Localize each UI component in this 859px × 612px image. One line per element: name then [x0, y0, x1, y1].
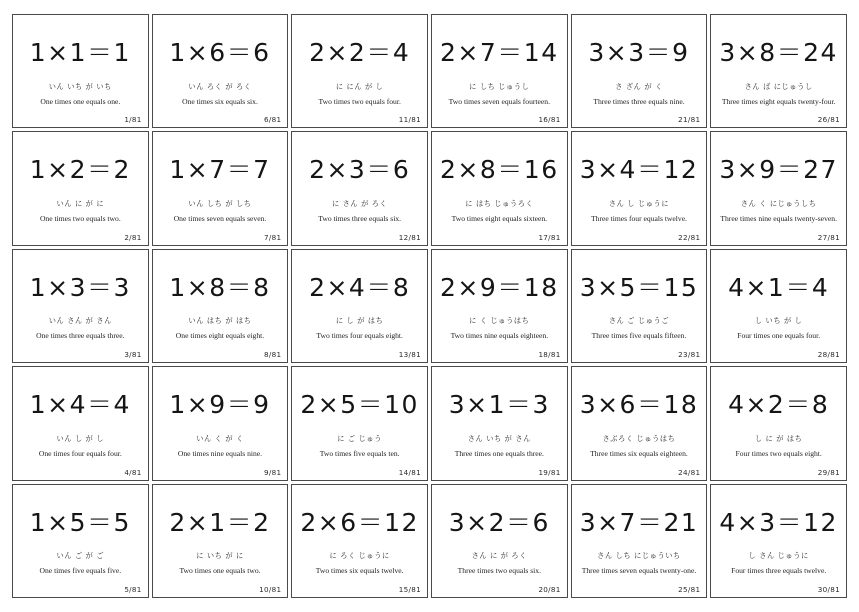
- flashcard-english: One times five equals five.: [39, 566, 122, 576]
- flashcard-reading-kana: さん に が ろく: [471, 551, 528, 561]
- flashcard-index: 5/81: [124, 585, 142, 594]
- flashcard-grid: [12, 14, 847, 598]
- flashcard-reading-kana: に しち じゅうし: [469, 81, 530, 91]
- flashcard-reading-kana: に し が はち: [335, 316, 384, 326]
- flashcard-equation: 2×3＝6: [309, 155, 411, 185]
- flashcard-english: Three times nine equals twenty-seven.: [720, 213, 837, 223]
- flashcard-reading-kana: いん さん が さん: [48, 316, 112, 326]
- flashcard-index: 4/81: [124, 467, 142, 477]
- flashcard-english: One times eight equals eight.: [175, 331, 265, 341]
- flashcard-index: 7/81: [263, 232, 282, 242]
- flashcard-equation: 1×4＝4: [29, 390, 131, 420]
- flashcard[interactable]: [12, 14, 149, 128]
- flashcard-reading-kana: に く じゅうはち: [469, 316, 530, 326]
- flashcard[interactable]: [291, 131, 428, 245]
- flashcard-reading-kana: いん しち が しち: [188, 198, 252, 208]
- flashcard-english: Two times five equals ten.: [319, 448, 400, 458]
- flashcard-reading-kana: さん しち にじゅういち: [597, 551, 681, 561]
- flashcard[interactable]: [571, 484, 708, 598]
- flashcard-english: Two times seven equals fourteen.: [448, 96, 550, 106]
- flashcard-english: Four times one equals four.: [737, 331, 821, 341]
- flashcard[interactable]: [12, 131, 149, 245]
- flashcard-reading-kana: に いち が に: [196, 551, 244, 561]
- flashcard[interactable]: [431, 249, 568, 363]
- flashcard[interactable]: [710, 131, 847, 245]
- flashcard[interactable]: [431, 14, 568, 128]
- flashcard-reading-kana: さ ざん が く: [615, 81, 663, 91]
- flashcard-reading-kana: いん ご が ご: [56, 551, 105, 561]
- flashcard-index: 27/81: [817, 232, 840, 242]
- flashcard-equation: 2×1＝2: [169, 507, 271, 537]
- flashcard-equation: 1×8＝8: [169, 272, 271, 302]
- flashcard-equation: 3×8＝24: [719, 38, 838, 67]
- flashcard-equation: 1×1＝1: [29, 38, 131, 67]
- flashcard-equation: 1×2＝2: [29, 155, 131, 185]
- flashcard-index: 12/81: [398, 232, 421, 242]
- flashcard-index: 20/81: [538, 585, 561, 594]
- flashcard-index: 3/81: [124, 350, 142, 360]
- flashcard-english: Three times three equals nine.: [593, 96, 685, 106]
- flashcard[interactable]: [12, 249, 149, 363]
- flashcard-reading-kana: さん ご じゅうご: [608, 316, 670, 326]
- flashcard-equation: 1×9＝9: [169, 390, 271, 420]
- flashcard-index: 2/81: [124, 232, 142, 242]
- flashcard-equation: 4×2＝8: [728, 390, 830, 420]
- flashcard-english: One times four equals four.: [38, 448, 122, 458]
- flashcard-reading-kana: いん し が し: [56, 433, 105, 443]
- flashcard[interactable]: [291, 14, 428, 128]
- flashcard-equation: 1×3＝3: [29, 272, 131, 302]
- flashcard-english: Three times six equals eighteen.: [590, 448, 688, 458]
- flashcard[interactable]: [710, 14, 847, 128]
- flashcard-index: 14/81: [398, 467, 421, 477]
- flashcard-english: One times six equals six.: [182, 96, 258, 106]
- flashcard[interactable]: [12, 366, 149, 480]
- flashcard[interactable]: [152, 131, 289, 245]
- flashcard-equation: 3×3＝9: [588, 38, 690, 67]
- flashcard-english: One times one equals one.: [40, 96, 121, 106]
- flashcard[interactable]: [710, 366, 847, 480]
- flashcard[interactable]: [12, 484, 149, 598]
- flashcard-index: 30/81: [817, 585, 840, 594]
- flashcard-reading-kana: に はち じゅうろく: [465, 198, 534, 208]
- flashcard-equation: 2×4＝8: [309, 272, 411, 302]
- flashcard[interactable]: [571, 366, 708, 480]
- flashcard-english: Three times one equals three.: [454, 448, 544, 458]
- flashcard-equation: 1×6＝6: [169, 38, 271, 67]
- flashcard-english: One times two equals two.: [39, 213, 121, 223]
- flashcard-index: 8/81: [263, 350, 282, 360]
- flashcard-index: 1/81: [124, 115, 142, 125]
- flashcard-english: Three times eight equals twenty-four.: [721, 96, 836, 106]
- flashcard-reading-kana: さん く にじゅうしち: [740, 198, 817, 208]
- flashcard-index: 15/81: [398, 585, 421, 594]
- flashcard-index: 21/81: [678, 115, 701, 125]
- flashcard-index: 22/81: [678, 232, 701, 242]
- flashcard[interactable]: [152, 366, 289, 480]
- flashcard-equation: 3×5＝15: [579, 272, 699, 302]
- flashcard-index: 28/81: [817, 350, 840, 360]
- flashcard-english: Two times six equals twelve.: [315, 566, 404, 576]
- flashcard-index: 23/81: [678, 350, 701, 360]
- flashcard-reading-kana: いん はち が はち: [188, 316, 252, 326]
- flashcard-reading-kana: いん ろく が ろく: [188, 81, 252, 91]
- flashcard[interactable]: [710, 249, 847, 363]
- flashcard-index: 6/81: [263, 115, 282, 125]
- flashcard-english: Two times three equals six.: [318, 213, 402, 223]
- flashcard-english: Two times nine equals eighteen.: [450, 331, 549, 341]
- flashcard[interactable]: [571, 249, 708, 363]
- flashcard-index: 17/81: [538, 232, 561, 242]
- flashcard[interactable]: [431, 131, 568, 245]
- flashcard-index: 29/81: [817, 467, 840, 477]
- flashcard-english: One times nine equals nine.: [177, 448, 263, 458]
- flashcard-equation: 1×7＝7: [169, 155, 271, 185]
- flashcard-reading-kana: し さん じゅうに: [748, 551, 809, 561]
- flashcard-english: One times seven equals seven.: [173, 213, 267, 223]
- flashcard-index: 16/81: [538, 115, 561, 125]
- flashcard-equation: 2×9＝18: [440, 272, 559, 302]
- flashcard-english: Four times two equals eight.: [735, 448, 822, 458]
- flashcard-equation: 3×1＝3: [448, 390, 550, 420]
- flashcard-index: 10/81: [259, 585, 282, 594]
- flashcard-english: Two times four equals eight.: [316, 331, 403, 341]
- flashcard-english: Three times four equals twelve.: [591, 213, 687, 223]
- flashcard[interactable]: [710, 484, 847, 598]
- flashcard-index: 11/81: [398, 115, 421, 125]
- flashcard-reading-kana: いん に が に: [56, 198, 105, 208]
- flashcard-reading-kana: いん いち が いち: [48, 81, 112, 91]
- flashcard-equation: 2×2＝4: [309, 38, 411, 67]
- flashcard[interactable]: [152, 484, 289, 598]
- flashcard[interactable]: [291, 249, 428, 363]
- flashcard-english: Three times two equals six.: [457, 566, 541, 576]
- flashcard-equation: 4×3＝12: [719, 507, 838, 537]
- flashcard[interactable]: [571, 131, 708, 245]
- flashcard[interactable]: [152, 249, 289, 363]
- flashcard-index: 26/81: [817, 115, 840, 125]
- flashcard-reading-kana: し いち が し: [754, 316, 803, 326]
- flashcard-reading-kana: さん いち が さん: [467, 433, 531, 443]
- flashcard-reading-kana: さぶろく じゅうはち: [602, 433, 676, 443]
- flashcard-equation: 3×6＝18: [579, 390, 699, 420]
- flashcard-reading-kana: さん ば にじゅうし: [744, 81, 813, 91]
- flashcard-index: 24/81: [678, 467, 701, 477]
- flashcard-english: Two times one equals two.: [179, 566, 261, 576]
- flashcard[interactable]: [291, 366, 428, 480]
- flashcard-equation: 4×1＝4: [728, 272, 830, 302]
- flashcard-english: Four times three equals twelve.: [731, 566, 827, 576]
- flashcard-reading-kana: に にん が し: [335, 81, 384, 91]
- flashcard-reading-kana: に ご じゅう: [337, 433, 383, 443]
- flashcard[interactable]: [571, 14, 708, 128]
- flashcard-english: Three times seven equals twenty-one.: [581, 566, 697, 576]
- flashcard-reading-kana: に さん が ろく: [331, 198, 388, 208]
- flashcard[interactable]: [291, 484, 428, 598]
- flashcard-equation: 3×2＝6: [448, 507, 550, 537]
- flashcard-index: 9/81: [263, 467, 282, 477]
- flashcard-english: Two times two equals four.: [318, 96, 401, 106]
- flashcard[interactable]: [431, 484, 568, 598]
- flashcard-english: Two times eight equals sixteen.: [451, 213, 548, 223]
- flashcard-equation: 3×7＝21: [579, 507, 699, 537]
- flashcard-equation: 3×4＝12: [579, 155, 699, 185]
- flashcard-reading-kana: いん く が く: [196, 433, 244, 443]
- flashcard-index: 19/81: [538, 467, 561, 477]
- flashcard-english: Three times five equals fifteen.: [591, 331, 687, 341]
- flashcard-english: One times three equals three.: [36, 331, 125, 341]
- flashcard-index: 13/81: [398, 350, 421, 360]
- flashcard-reading-kana: し に が はち: [754, 433, 803, 443]
- flashcard-equation: 2×6＝12: [300, 507, 419, 537]
- flashcard-equation: 2×5＝10: [300, 390, 419, 420]
- flashcard-equation: 1×5＝5: [29, 507, 131, 537]
- flashcard-index: 18/81: [538, 350, 561, 360]
- flashcard-index: 25/81: [678, 585, 701, 594]
- flashcard-equation: 2×8＝16: [440, 155, 559, 185]
- flashcard[interactable]: [431, 366, 568, 480]
- flashcard-reading-kana: さん し じゅうに: [608, 198, 670, 208]
- flashcard-equation: 2×7＝14: [440, 38, 559, 67]
- flashcard-equation: 3×9＝27: [719, 155, 838, 185]
- flashcard-reading-kana: に ろく じゅうに: [329, 551, 390, 561]
- flashcard[interactable]: [152, 14, 289, 128]
